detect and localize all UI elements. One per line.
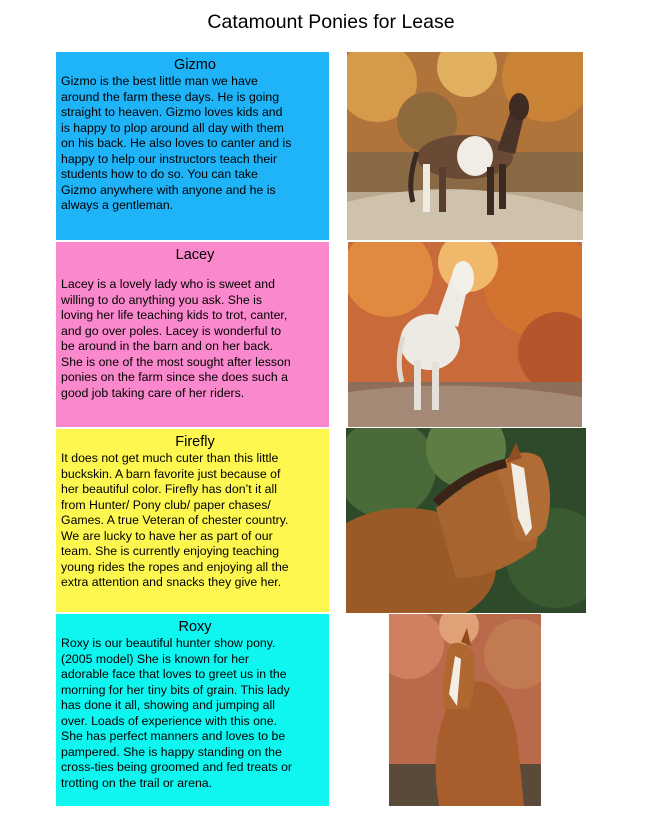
pony-description: Gizmo is the best little man we have around the farm these days. He is going straight to heaven. Gizmo loves kids and is happy to plop around all day with them on his back. He also loves to canter and is happy to help our instructors teach their students how to do so. You can take Gizmo anywhere with anyone and he is always a gentleman. <box>61 74 292 212</box>
pony-card-lacey <box>56 242 329 427</box>
pony-name: Lacey <box>175 247 215 263</box>
page-title: Catamount Ponies for Lease <box>207 11 455 33</box>
pony-name: Gizmo <box>174 57 216 73</box>
white-pony-autumn-photo <box>348 242 582 427</box>
pinto-pony-autumn-photo <box>347 52 583 240</box>
pony-card-firefly <box>56 429 329 612</box>
pony-card-gizmo <box>56 52 329 240</box>
pony-description: It does not get much cuter than this little buckskin. A barn favorite just because of her beautiful color. Firefly has don’t it all from Hunter/ Pony club/ paper chases/ Games. A true Veteran of chester country. We are lucky to have her as part of our team. She is currently enjoying teaching young rides the ropes and enjoying all the extra attention and snacks they give her. <box>61 451 289 589</box>
chestnut-pony-portrait-photo <box>389 614 541 806</box>
pony-description: Roxy is our beautiful hunter show pony. (2005 model) She is known for her adorable face that loves to greet us in the morning for her tiny bits of grain. This lady has done it all, showing and jumping all over. Loads of experience with this one. She has perfect manners and loves to be pampered. She is happy standing on the cross-ties being groomed and fed treats or trotting on the trail or arena. <box>61 636 293 790</box>
pony-description: Lacey is a lovely lady who is sweet and willing to do anything you ask. She is loving her life teaching kids to trot, canter, and go over poles. Lacey is wonderful to be around in the barn and on her back. She is one of the most sought after lesson ponies on the farm since she does such a good job taking care of her riders. <box>61 277 291 400</box>
pony-name: Firefly <box>175 434 215 450</box>
pony-name: Roxy <box>178 619 212 635</box>
pony-card-roxy <box>56 614 329 806</box>
chestnut-pony-blaze-photo <box>346 428 586 613</box>
